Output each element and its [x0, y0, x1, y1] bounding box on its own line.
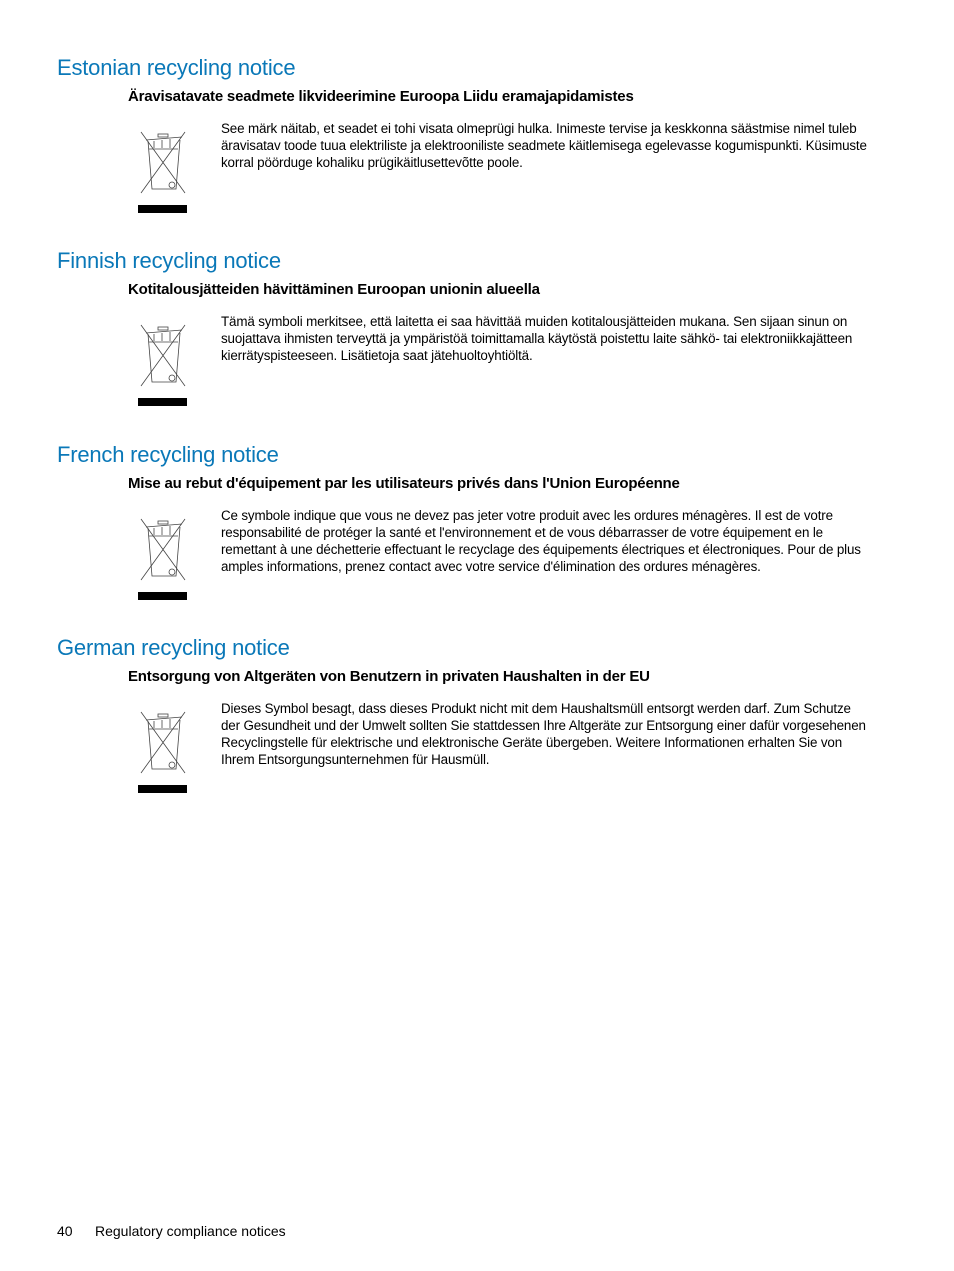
section-body: Ce symbole indique que vous ne devez pas jeter votre produit avec les ordures ménagères. Il est de votre responsabilité de protéger la santé et l'environnement et de vous débarrasser de votre équipement en le remettant à une déchetterie effectuant le recyclage des équipements électriques et électroniques. Pour de plus amples informations, prenez contact avec votre service d'élimination des ordures ménagères. — [221, 508, 861, 574]
section-subtitle: Äravisatavate seadmete likvideerimine Euroopa Liidu eramajapidamistes — [128, 88, 634, 105]
page-number: 40 — [57, 1223, 73, 1239]
page-footer — [57, 1223, 286, 1239]
crossed-out-wheelie-bin-icon — [138, 707, 188, 793]
section-subtitle: Entsorgung von Altgeräten von Benutzern in privaten Haushalten in der EU — [128, 668, 650, 685]
section-body: Dieses Symbol besagt, dass dieses Produkt nicht mit dem Haushaltsmüll entsorgt werden darf. Zum Schutze der Gesundheit und der Umwelt sollten Sie stattdessen Ihre Altgeräte zur Entsorgung einer dafür vorgesehenen Recyclingstelle für elektrische und elektronische Geräte übergeben. Weitere Informationen erhalten Sie von Ihrem Entsorgungsunternehmen für Hausmüll. — [221, 701, 866, 767]
running-title: Regulatory compliance notices — [95, 1223, 286, 1239]
section-title: German recycling notice — [57, 635, 290, 660]
section-title: Finnish recycling notice — [57, 248, 281, 273]
crossed-out-wheelie-bin-icon — [138, 514, 188, 600]
section-body: Tämä symboli merkitsee, että laitetta ei saa hävittää muiden kotitalousjätteiden mukana. Sen sijaan sinun on suojattava ihmisten terveyttä ja ympäristöä toimittamalla käytöstä poistettu laite sähkö- tai elektroniikkajätteen kierrätyspisteeseen. Lisätietoja saat jätehuoltoyhtiöltä. — [221, 314, 853, 363]
crossed-out-wheelie-bin-icon — [138, 320, 188, 406]
section-subtitle: Mise au rebut d'équipement par les utilisateurs privés dans l'Union Européenne — [128, 475, 680, 492]
section-body: See märk näitab, et seadet ei tohi visata olmeprügi hulka. Inimeste tervise ja keskkonna säästmise nimel tuleb äravisatav toode tuua elektriliste ja elektrooniliste seadmete käitlemisega egelevasse kogumispunkti. Küsimuste korral pöörduge kohaliku prügikäitlusettevõtte poole. — [221, 121, 867, 170]
crossed-out-wheelie-bin-icon — [138, 127, 188, 213]
section-subtitle: Kotitalousjätteiden hävittäminen Euroopan unionin alueella — [128, 281, 540, 298]
section-title: French recycling notice — [57, 442, 279, 467]
section-title: Estonian recycling notice — [57, 55, 296, 80]
